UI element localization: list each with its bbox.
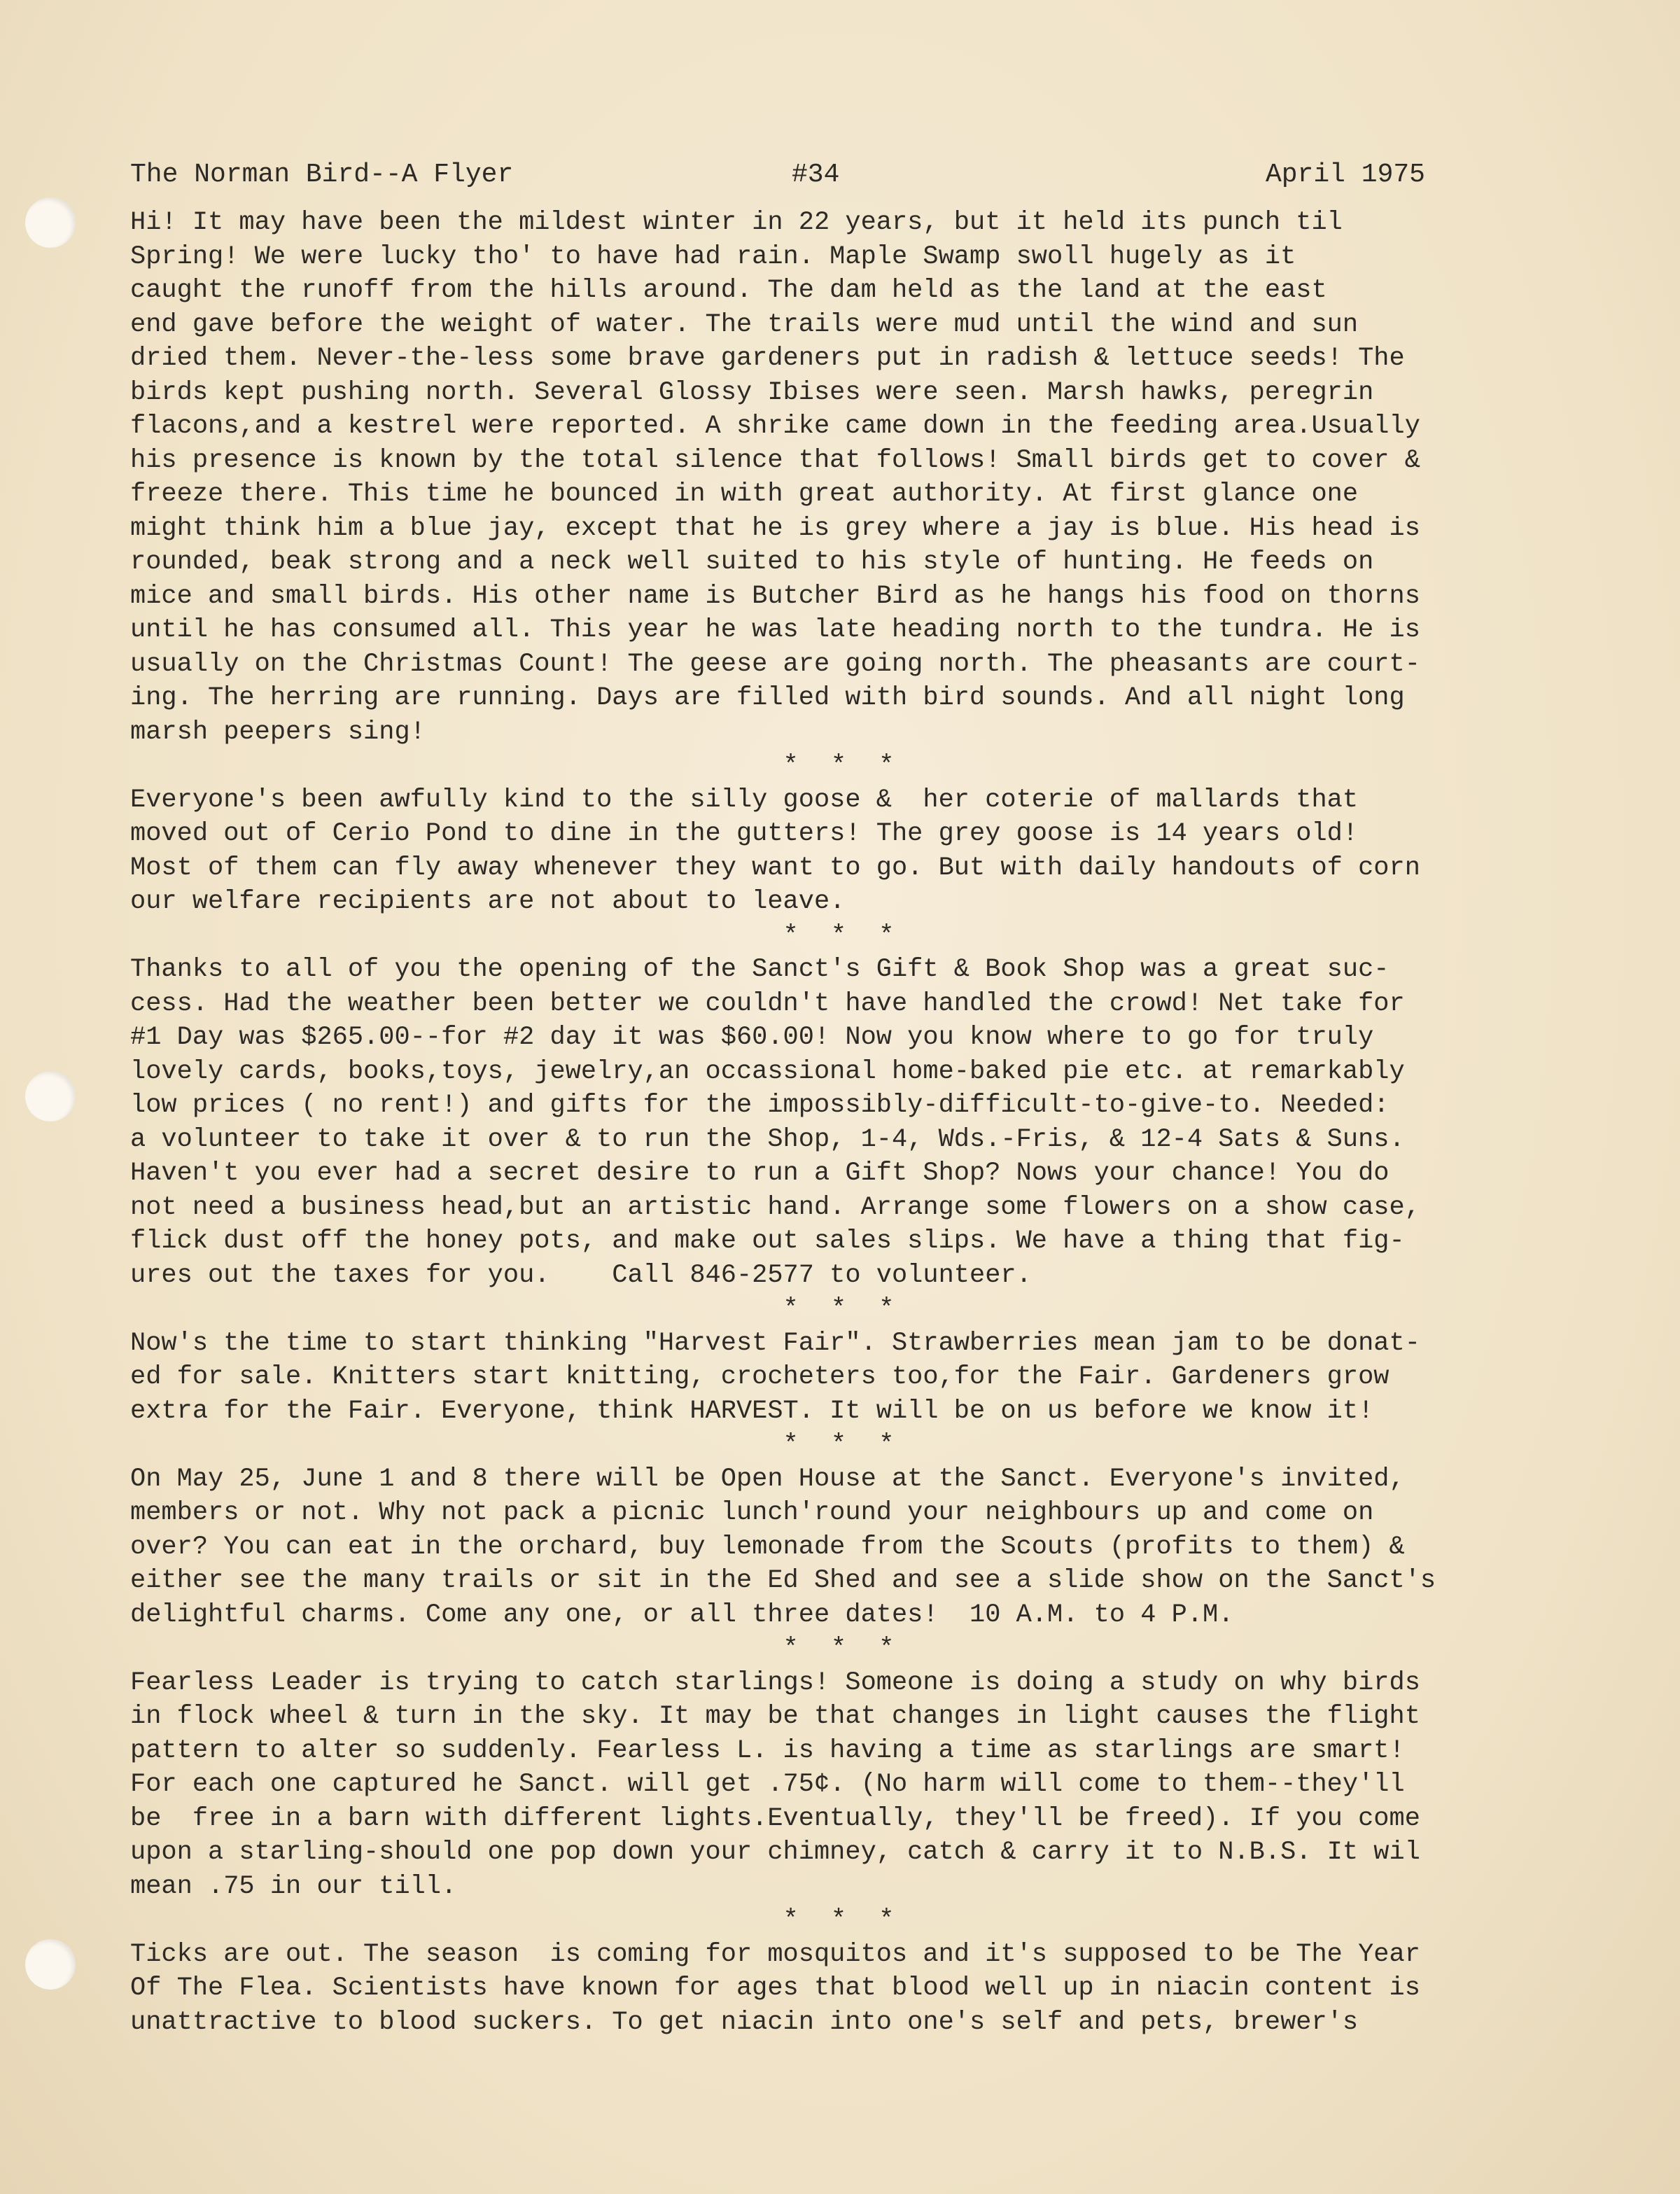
section-separator: * * * <box>783 751 903 781</box>
section-separator: * * * <box>783 1906 903 1935</box>
punch-hole <box>25 197 76 248</box>
text-line: Fearless Leader is trying to catch starlings! Someone is doing a study on why birds <box>130 1668 1420 1698</box>
text-line: freeze there. This time he bounced in with great authority. At first glance one <box>130 480 1359 509</box>
text-line: over? You can eat in the orchard, buy lemonade from the Scouts (profits to them) & <box>130 1532 1405 1562</box>
text-line: be free in a barn with different lights.Eventually, they'll be freed). If you come <box>130 1803 1420 1833</box>
text-line: dried them. Never-the-less some brave gardeners put in radish & lettuce seeds! The <box>130 344 1405 373</box>
text-line: in flock wheel & turn in the sky. It may be that changes in light causes the flight <box>130 1702 1420 1731</box>
newsletter-body <box>130 206 1555 2039</box>
section-separator: * * * <box>783 1430 903 1460</box>
text-line: ing. The herring are running. Days are filled with bird sounds. And all night long <box>130 683 1405 713</box>
text-line: ed for sale. Knitters start knitting, crocheters too,for the Fair. Gardeners grow <box>130 1362 1390 1392</box>
text-line: Most of them can fly away whenever they want to go. But with daily handouts of corn <box>130 853 1420 883</box>
text-line: flick dust off the honey pots, and make out sales slips. We have a thing that fig- <box>130 1227 1405 1256</box>
newsletter-title: The Norman Bird--A Flyer <box>130 160 514 190</box>
text-line: birds kept pushing north. Several Glossy Ibises were seen. Marsh hawks, peregrin <box>130 377 1374 407</box>
text-line: cess. Had the weather been better we couldn't have handled the crowd! Net take for <box>130 988 1405 1019</box>
text-line: low prices ( no rent!) and gifts for the impossibly-difficult-to-give-to. Needed: <box>130 1091 1390 1120</box>
issue-number: #34 <box>792 160 840 190</box>
text-line: delightful charms. Come any one, or all three dates! 10 A.M. to 4 P.M. <box>130 1600 1234 1630</box>
section-separator: * * * <box>783 921 903 951</box>
text-line: mice and small birds. His other name is Butcher Bird as he hangs his food on thorns <box>130 581 1420 611</box>
text-line: until he has consumed all. This year he was late heading north to the tundra. He is <box>130 615 1420 645</box>
text-line: might think him a blue jay, except that he is grey where a jay is blue. His head is <box>130 513 1420 543</box>
text-line: marsh peepers sing! <box>130 717 426 747</box>
text-line: On May 25, June 1 and 8 there will be Open House at the Sanct. Everyone's invited, <box>130 1464 1405 1494</box>
punch-hole <box>25 1071 76 1122</box>
text-line: Everyone's been awfully kind to the silly goose & her coterie of mallards that <box>130 785 1359 815</box>
text-line: caught the runoff from the hills around. The dam held as the land at the east <box>130 276 1327 305</box>
section-separator: * * * <box>783 1634 903 1663</box>
text-line: end gave before the weight of water. The trails were mud until the wind and sun <box>130 309 1359 340</box>
punch-hole <box>25 1939 76 1990</box>
text-line: upon a starling-should one pop down your chimney, catch & carry it to N.B.S. It wil <box>130 1838 1420 1867</box>
text-line: Of The Flea. Scientists have known for ages that blood well up in niacin content is <box>130 1973 1420 2003</box>
text-line: a volunteer to take it over & to run the Shop, 1-4, Wds.-Fris, & 12-4 Sats & Suns. <box>130 1124 1405 1154</box>
text-line: moved out of Cerio Pond to dine in the gutters! The grey goose is 14 years old! <box>130 819 1359 848</box>
text-line: usually on the Christmas Count! The geese are going north. The pheasants are court- <box>130 649 1420 679</box>
text-line: not need a business head,but an artistic hand. Arrange some flowers on a show case, <box>130 1192 1420 1222</box>
text-line: lovely cards, books,toys, jewelry,an occassional home-baked pie etc. at remarkably <box>130 1056 1405 1086</box>
paragraph <box>130 1327 1555 1429</box>
paragraph <box>130 206 1555 749</box>
text-line: Hi! It may have been the mildest winter in 22 years, but it held its punch til <box>130 208 1343 237</box>
text-line: members or not. Why not pack a picnic lunch'round your neighbours up and come on <box>130 1498 1374 1528</box>
text-line: unattractive to blood suckers. To get niacin into one's self and pets, brewer's <box>130 2007 1359 2037</box>
paragraph <box>130 1666 1555 1904</box>
paragraph <box>130 1462 1555 1633</box>
issue-date: April 1975 <box>1265 160 1425 190</box>
newsletter-header <box>130 155 1425 195</box>
text-line: flacons,and a kestrel were reported. A shrike came down in the feeding area.Usually <box>130 412 1420 441</box>
paragraph <box>130 1938 1555 2040</box>
text-line: mean .75 in our till. <box>130 1871 457 1901</box>
text-line: our welfare recipients are not about to leave. <box>130 887 846 916</box>
text-line: Thanks to all of you the opening of the Sanct's Gift & Book Shop was a great suc- <box>130 955 1390 984</box>
text-line: extra for the Fair. Everyone, think HARVEST. It will be on us before we know it! <box>130 1396 1374 1426</box>
text-line: #1 Day was $265.00--for #2 day it was $60.00! Now you know where to go for truly <box>130 1023 1374 1052</box>
section-separator: * * * <box>783 1294 903 1324</box>
text-line: either see the many trails or sit in the Ed Shed and see a slide show on the Sanct's <box>130 1566 1436 1595</box>
paragraph <box>130 953 1555 1292</box>
text-line: rounded, beak strong and a neck well suited to his style of hunting. He feeds on <box>130 547 1374 577</box>
text-line: Ticks are out. The season is coming for mosquitos and it's supposed to be The Year <box>130 1939 1420 1969</box>
text-line: Now's the time to start thinking "Harvest Fair". Strawberries mean jam to be donat- <box>130 1328 1420 1358</box>
paragraph <box>130 783 1555 919</box>
text-line: his presence is known by the total silence that follows! Small birds get to cover & <box>130 445 1420 475</box>
text-line: pattern to alter so suddenly. Fearless L. is having a time as starlings are smart! <box>130 1735 1405 1766</box>
text-line: ures out the taxes for you. Call 846-2577 to volunteer. <box>130 1260 1032 1290</box>
text-line: For each one captured he Sanct. will get .75¢. (No harm will come to them--they'll <box>130 1770 1405 1799</box>
text-line: Haven't you ever had a secret desire to run a Gift Shop? Nows your chance! You do <box>130 1159 1390 1188</box>
text-line: Spring! We were lucky tho' to have had rain. Maple Swamp swoll hugely as it <box>130 242 1296 272</box>
